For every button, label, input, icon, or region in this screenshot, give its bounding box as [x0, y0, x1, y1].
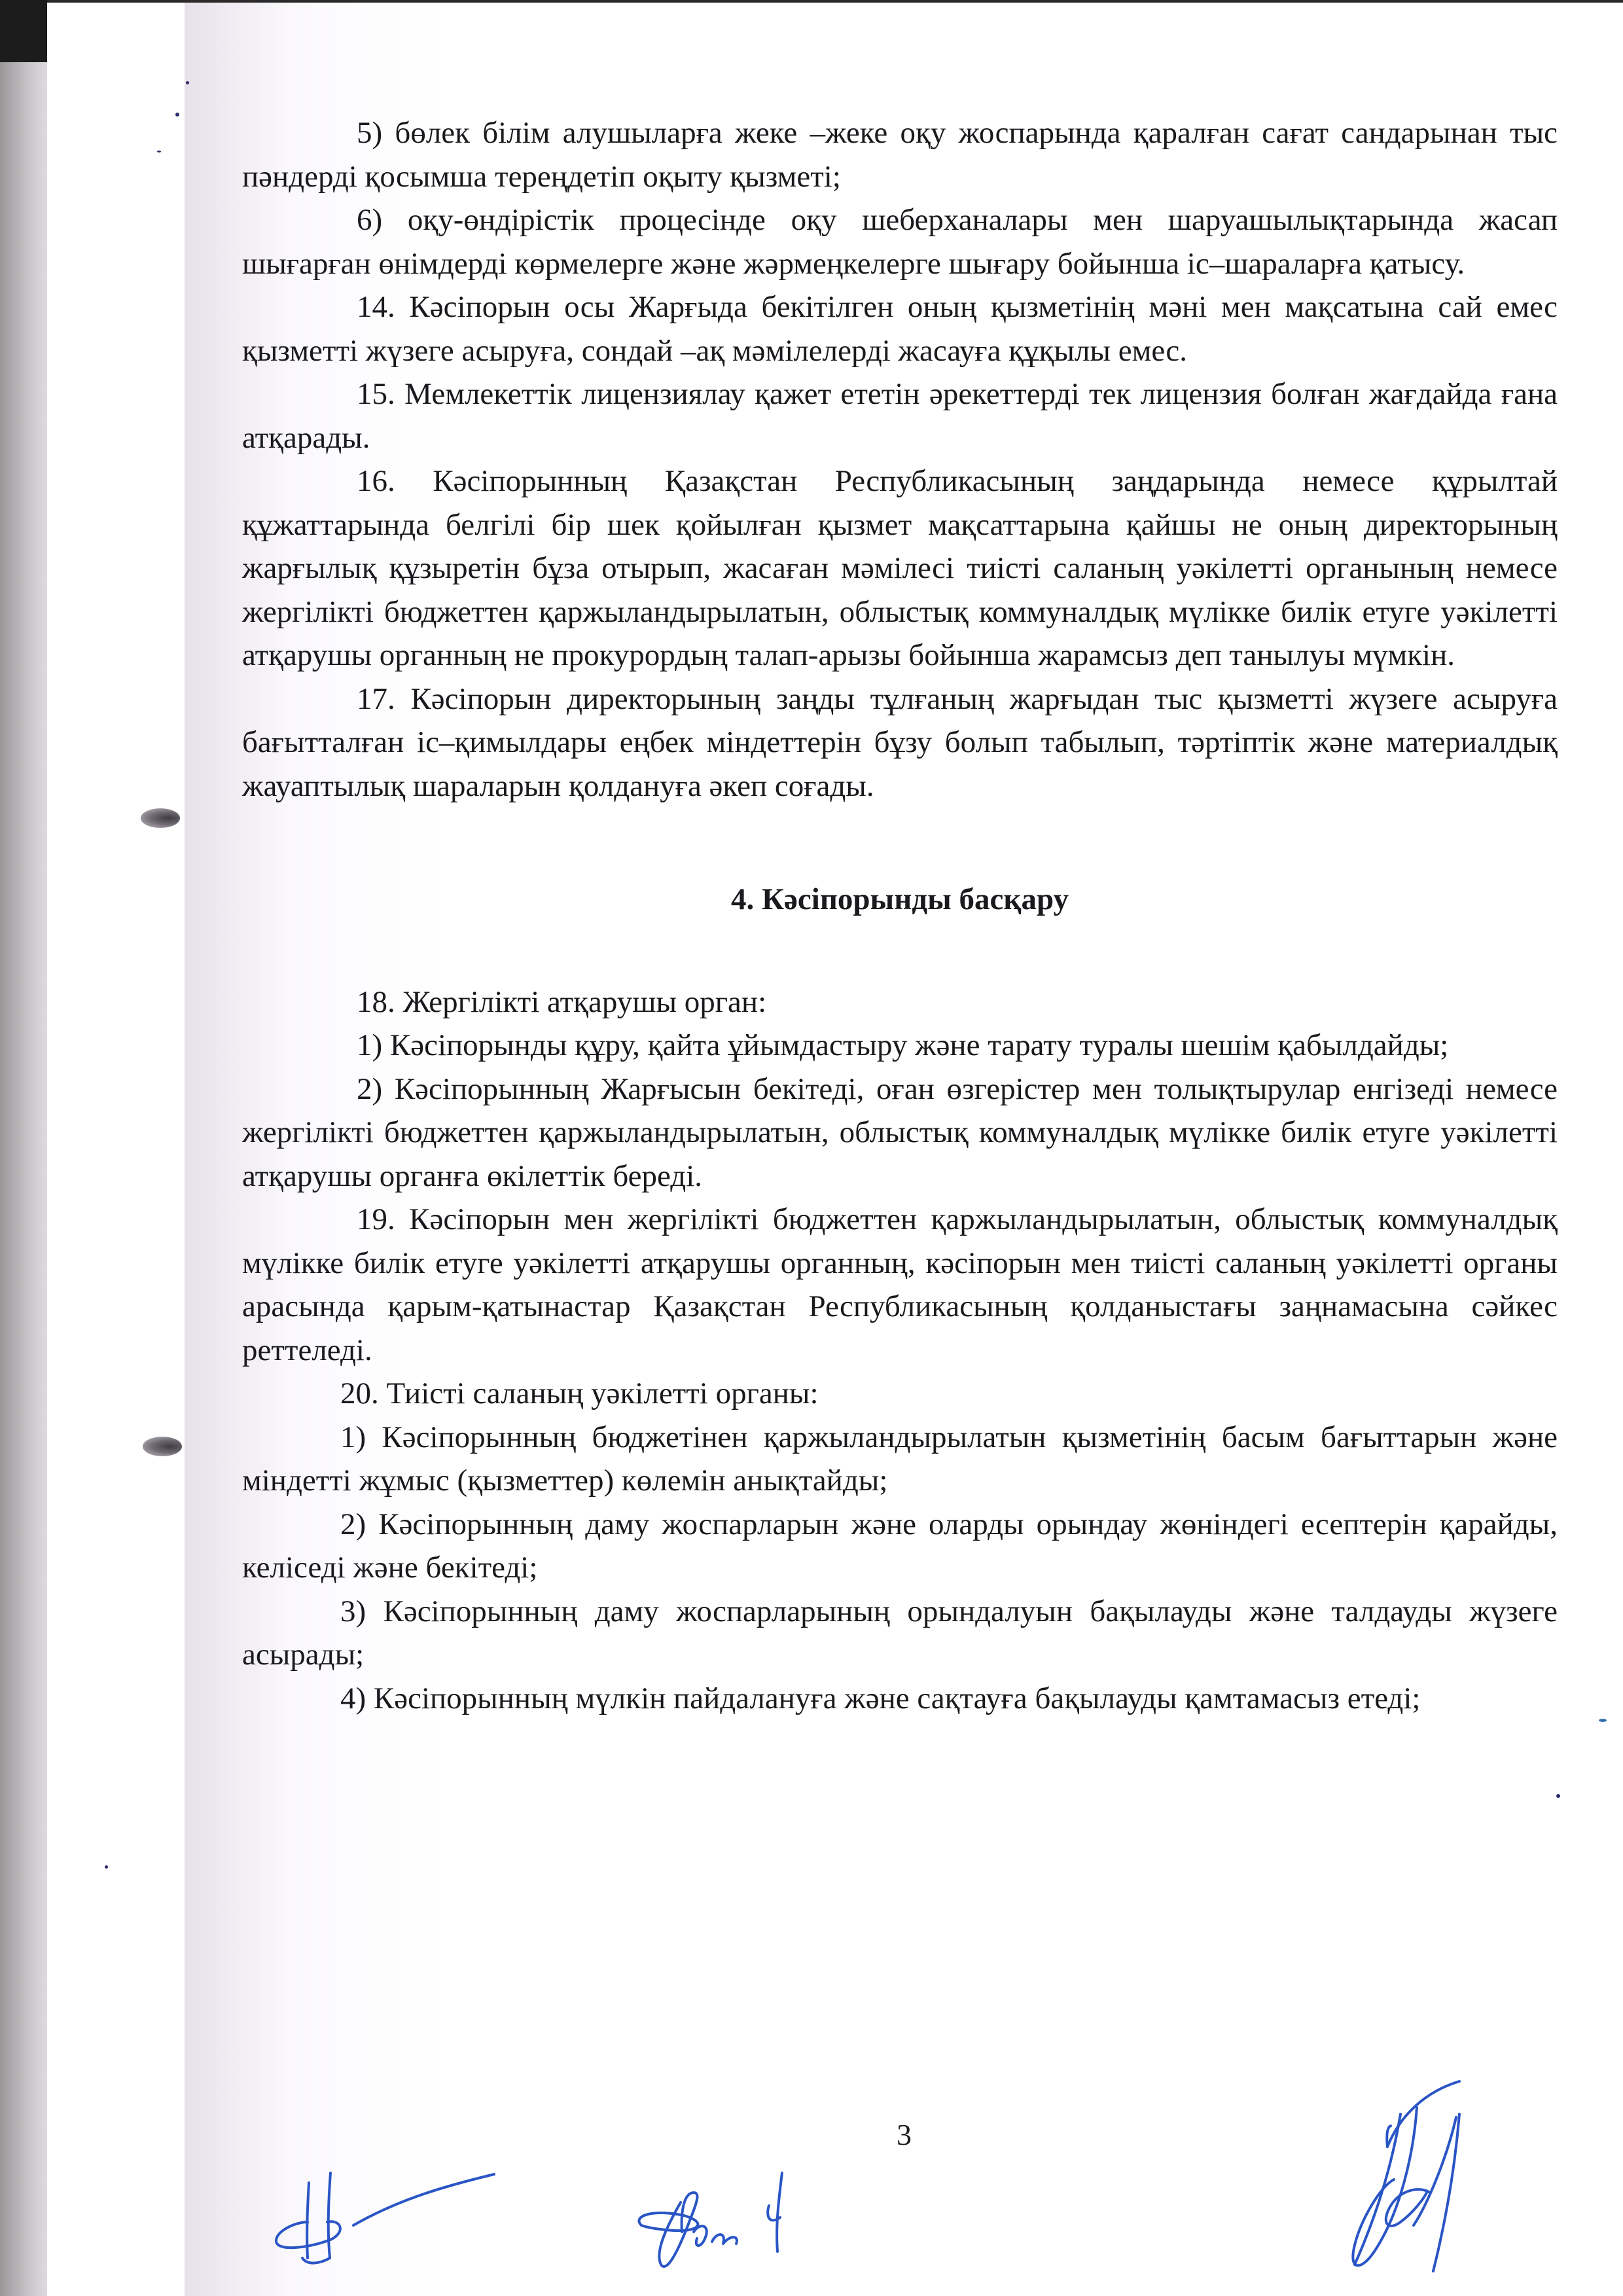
ink-speck — [157, 151, 161, 152]
ink-speck — [175, 113, 179, 117]
punch-hole-upper — [141, 808, 180, 828]
clause-14: 14. Кәсіпорын осы Жарғыда бекітілген оның қызметінің мәні мен мақсатына сай емес қызметті жүзеге асыруға, сондай –ақ мәмілелерді жасауға құқылы емес. — [242, 290, 1558, 368]
signature-1 — [268, 2160, 504, 2271]
clause-20-item-1: 1) Кәсіпорынның бюджетінен қаржыландырылатын қызметінің басым бағыттарын және міндетті жұмыс (қызметтер) көлемін анықтайды; — [242, 1420, 1558, 1498]
ink-speck — [1556, 1794, 1560, 1798]
page-number: 3 — [897, 2118, 912, 2151]
paper-margin-strip — [47, 3, 185, 2296]
section-heading: 4. Кәсіпорынды басқару — [730, 882, 1069, 916]
signature-3 — [1315, 2075, 1472, 2284]
clause-18-item-1: 1) Кәсіпорынды құру, қайта ұйымдастыру және тарату туралы шешім қабылдайды; — [357, 1028, 1449, 1062]
clause-15: 15. Мемлекеттік лицензиялау қажет ететін әрекеттерді тек лицензия болған жағдайда ғана атқарады. — [242, 377, 1558, 455]
ink-speck — [186, 81, 189, 84]
document-body — [242, 111, 1558, 1720]
clause-17: 17. Кәсіпорын директорының заңды тұлғаның жарғыдан тыс қызметті жүзеге асыруға бағытталған іс–қимылдары еңбек міндеттерін бұзу болып табылып, тәртіптік және материалдық жауаптылық шараларын қолдануға әкеп соғады. — [242, 681, 1558, 803]
scanner-border-dark — [0, 0, 47, 62]
list-item-5: 5) бөлек білім алушыларға жеке –жеке оқу жоспарында қаралған сағат сандарынан тыс пәндерді қосымша тереңдетіп оқыту қызметі; — [242, 116, 1558, 194]
ink-speck — [1599, 1719, 1607, 1722]
clause-20-item-3: 3) Кәсіпорынның даму жоспарларының орындалуын бақылауды және талдауды жүзеге асырады; — [242, 1594, 1558, 1672]
clause-20-item-2: 2) Кәсіпорынның даму жоспарларын және оларды орындау жөніндегі есептерін қарайды, келіседі және бекітеді; — [242, 1507, 1558, 1585]
punch-hole-lower — [143, 1437, 182, 1456]
clause-16: 16. Кәсіпорынның Қазақстан Республикасының заңдарында немесе құрылтай құжаттарында белгілі бір шек қойылған қызмет мақсаттарына қайшы не оның директорының жарғылық құзыретін бұза отырып, жасаған мәмілесі тиісті саланың уәкілетті органының немесе жергілікті бюджеттен қаржыландырылатын, облыстық коммуналдық мүлікке билік етуге уәкілетті атқарушы органның не прокурордың талап-арызы бойынша жарамсыз деп танылуы мүмкін. — [242, 464, 1558, 672]
clause-19: 19. Кәсіпорын мен жергілікті бюджеттен қаржыландырылатын, облыстық коммуналдық мүлікке билік етуге уәкілетті атқарушы органның, кәсіпорын мен тиісті саланың уәкілетті органы арасында қарым-қатынастар Қазақстан Республикасының қолданыстағы заңнамасына сәйкес реттеледі. — [242, 1202, 1558, 1367]
clause-18-item-2: 2) Кәсіпорынның Жарғысын бекітеді, оған өзгерістер мен толықтырулар енгізеді немесе жергілікті бюджеттен қаржыландырылатын, облыстық коммуналдық мүлікке билік етуге уәкілетті атқарушы органға өкілеттік береді. — [242, 1071, 1558, 1193]
signature-2 — [628, 2166, 844, 2291]
ink-speck — [105, 1865, 108, 1869]
list-item-6: 6) оқу-өндірістік процесінде оқу шеберханалары мен шаруашылықтарында жасап шығарған өнімдерді көрмелерге және жәрмеңкелерге шығару бойынша іс–шараларға қатысу. — [242, 203, 1558, 281]
clause-20: 20. Тиісті саланың уәкілетті органы: — [340, 1376, 819, 1410]
clause-18: 18. Жергілікті атқарушы орган: — [357, 984, 767, 1019]
scanner-border-gray — [0, 62, 47, 2296]
clause-20-item-4: 4) Кәсіпорынның мүлкін пайдалануға және сақтауға бақылауды қамтамасыз етеді; — [340, 1681, 1421, 1715]
